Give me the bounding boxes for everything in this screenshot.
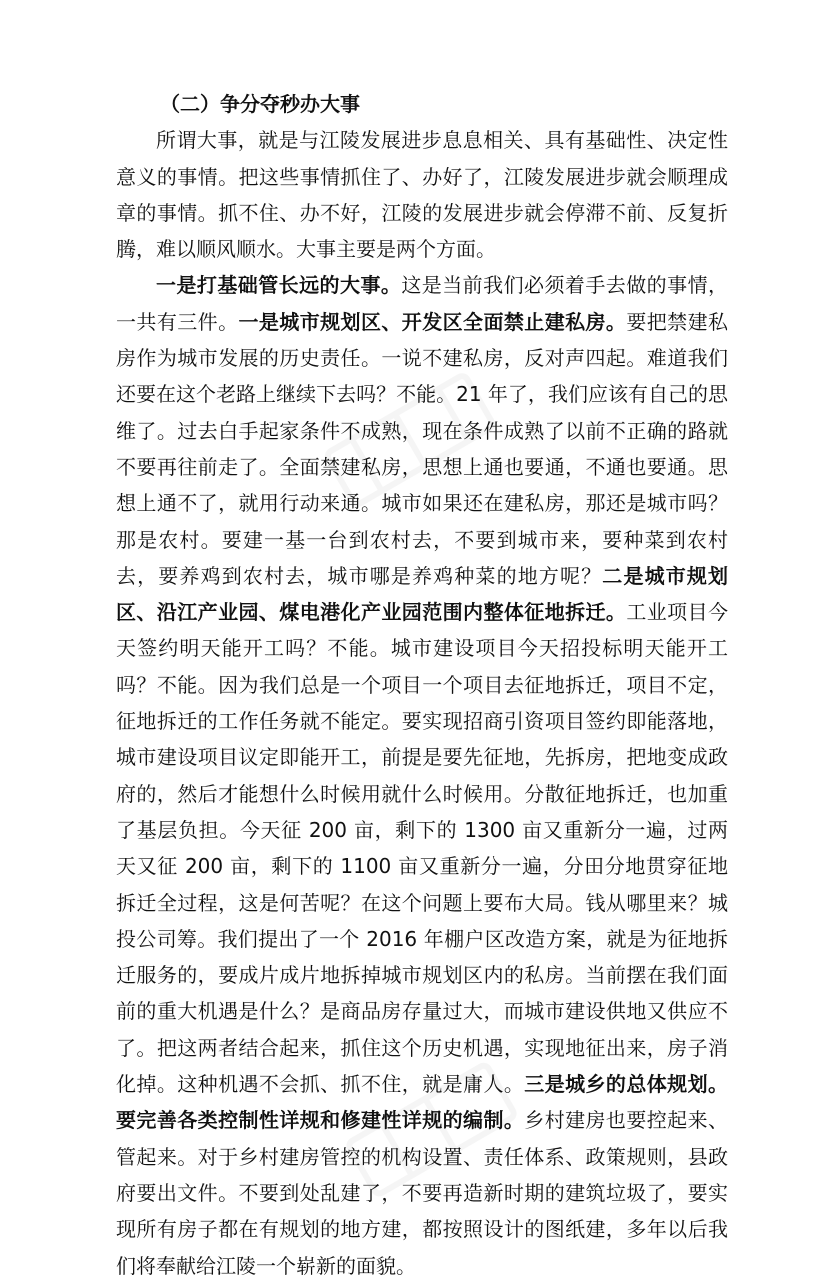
body-text: 要把禁建私房作为城市发展的历史责任。一说不建私房，反对声四起。难道我们还要在这个老路上继续下去吗？不能。21 年了，我们应该有自己的思维了。过去白手起家条件不成熟，现在条件成熟了以前不正确的路就不要再往前走了。全面禁建私房，思想上通也要通，不通也要通。思想上通不了，就用行动来通。城市如果还在建私房，那还是城市吗？那是农村。要建一基一台到农村去，不要到城市来，要种菜到农村去，要养鸡到农村去，城市哪是养鸡种菜的地方呢？ — [116, 309, 729, 588]
paragraph-intro: 所谓大事，就是与江陵发展进步息息相关、具有基础性、决定性意义的事情。把这些事情抓住了、办好了，江陵发展进步就会顺理成章的事情。抓不住、办不好，江陵的发展进步就会停滞不前、反复折腾，难以顺风顺水。大事主要是两个方面。 — [116, 128, 728, 262]
lead-bold-text: 一是打基础管长远的大事。 — [156, 273, 402, 298]
section-heading: （二）争分夺秒办大事 — [160, 92, 360, 116]
item-three-bold-text: 三是城乡的总体规划。要完善各类控制性详规和修建性详规的编制。 — [116, 1072, 729, 1133]
document-body — [116, 86, 728, 1284]
item-two-bold-text: 二是城市规划区、沿江产业园、煤电港化产业园范围内整体征地拆迁。 — [116, 563, 729, 625]
paragraph-major-affairs — [116, 267, 728, 1283]
body-text: 乡村建房也要控起来、管起来。对于乡村建房管控的机构设置、责任体系、政策规则，县政府要出文件。不要到处乱建了，不要再造新时期的建筑垃圾了，要实现所有房子都在有规划的地方建，都按照设计的图纸建，多年以后我们将奉献给江陵一个崭新的面貌。 — [116, 1108, 729, 1278]
body-text: 这是当前我们必须着手去做的事情，一共有三件。 — [116, 273, 729, 334]
body-text: 工业项目今天签约明天能开工吗？不能。城市建设项目今天招投标明天能开工吗？不能。因为我们总是一个项目一个项目去征地拆迁，项目不定，征地拆迁的工作任务就不能定。要实现招商引资项目签约即能落地，城市建设项目议定即能开工，前提是要先征地，先拆房，把地变成政府的，然后才能想什么时候用就什么时候用。分散征地拆迁，也加重了基层负担。今天征 200 亩，剩下的 1300 亩又重新分一遍，过两天又征 200 亩，剩下的 1100 亩又重新分一遍，分田分地贯穿征地拆迁全过程，这是何苦呢？在这个问题上要布大局。钱从哪里来？城投公司筹。我们提出了一个 2016 年棚户区改造方案，就是为征地拆迁服务的，要成片成片地拆掉城市规划区内的私房。当前摆在我们面前的重大机遇是什么？是商品房存量过大，而城市建设供地又供应不了。把这两者结合起来，抓住这个历史机遇，实现地征出来，房子消化掉。这种机遇不会抓、抓不住，就是庸人。 — [116, 600, 729, 1097]
item-one-bold-text: 一是城市规划区、开发区全面禁止建私房。 — [238, 309, 627, 334]
